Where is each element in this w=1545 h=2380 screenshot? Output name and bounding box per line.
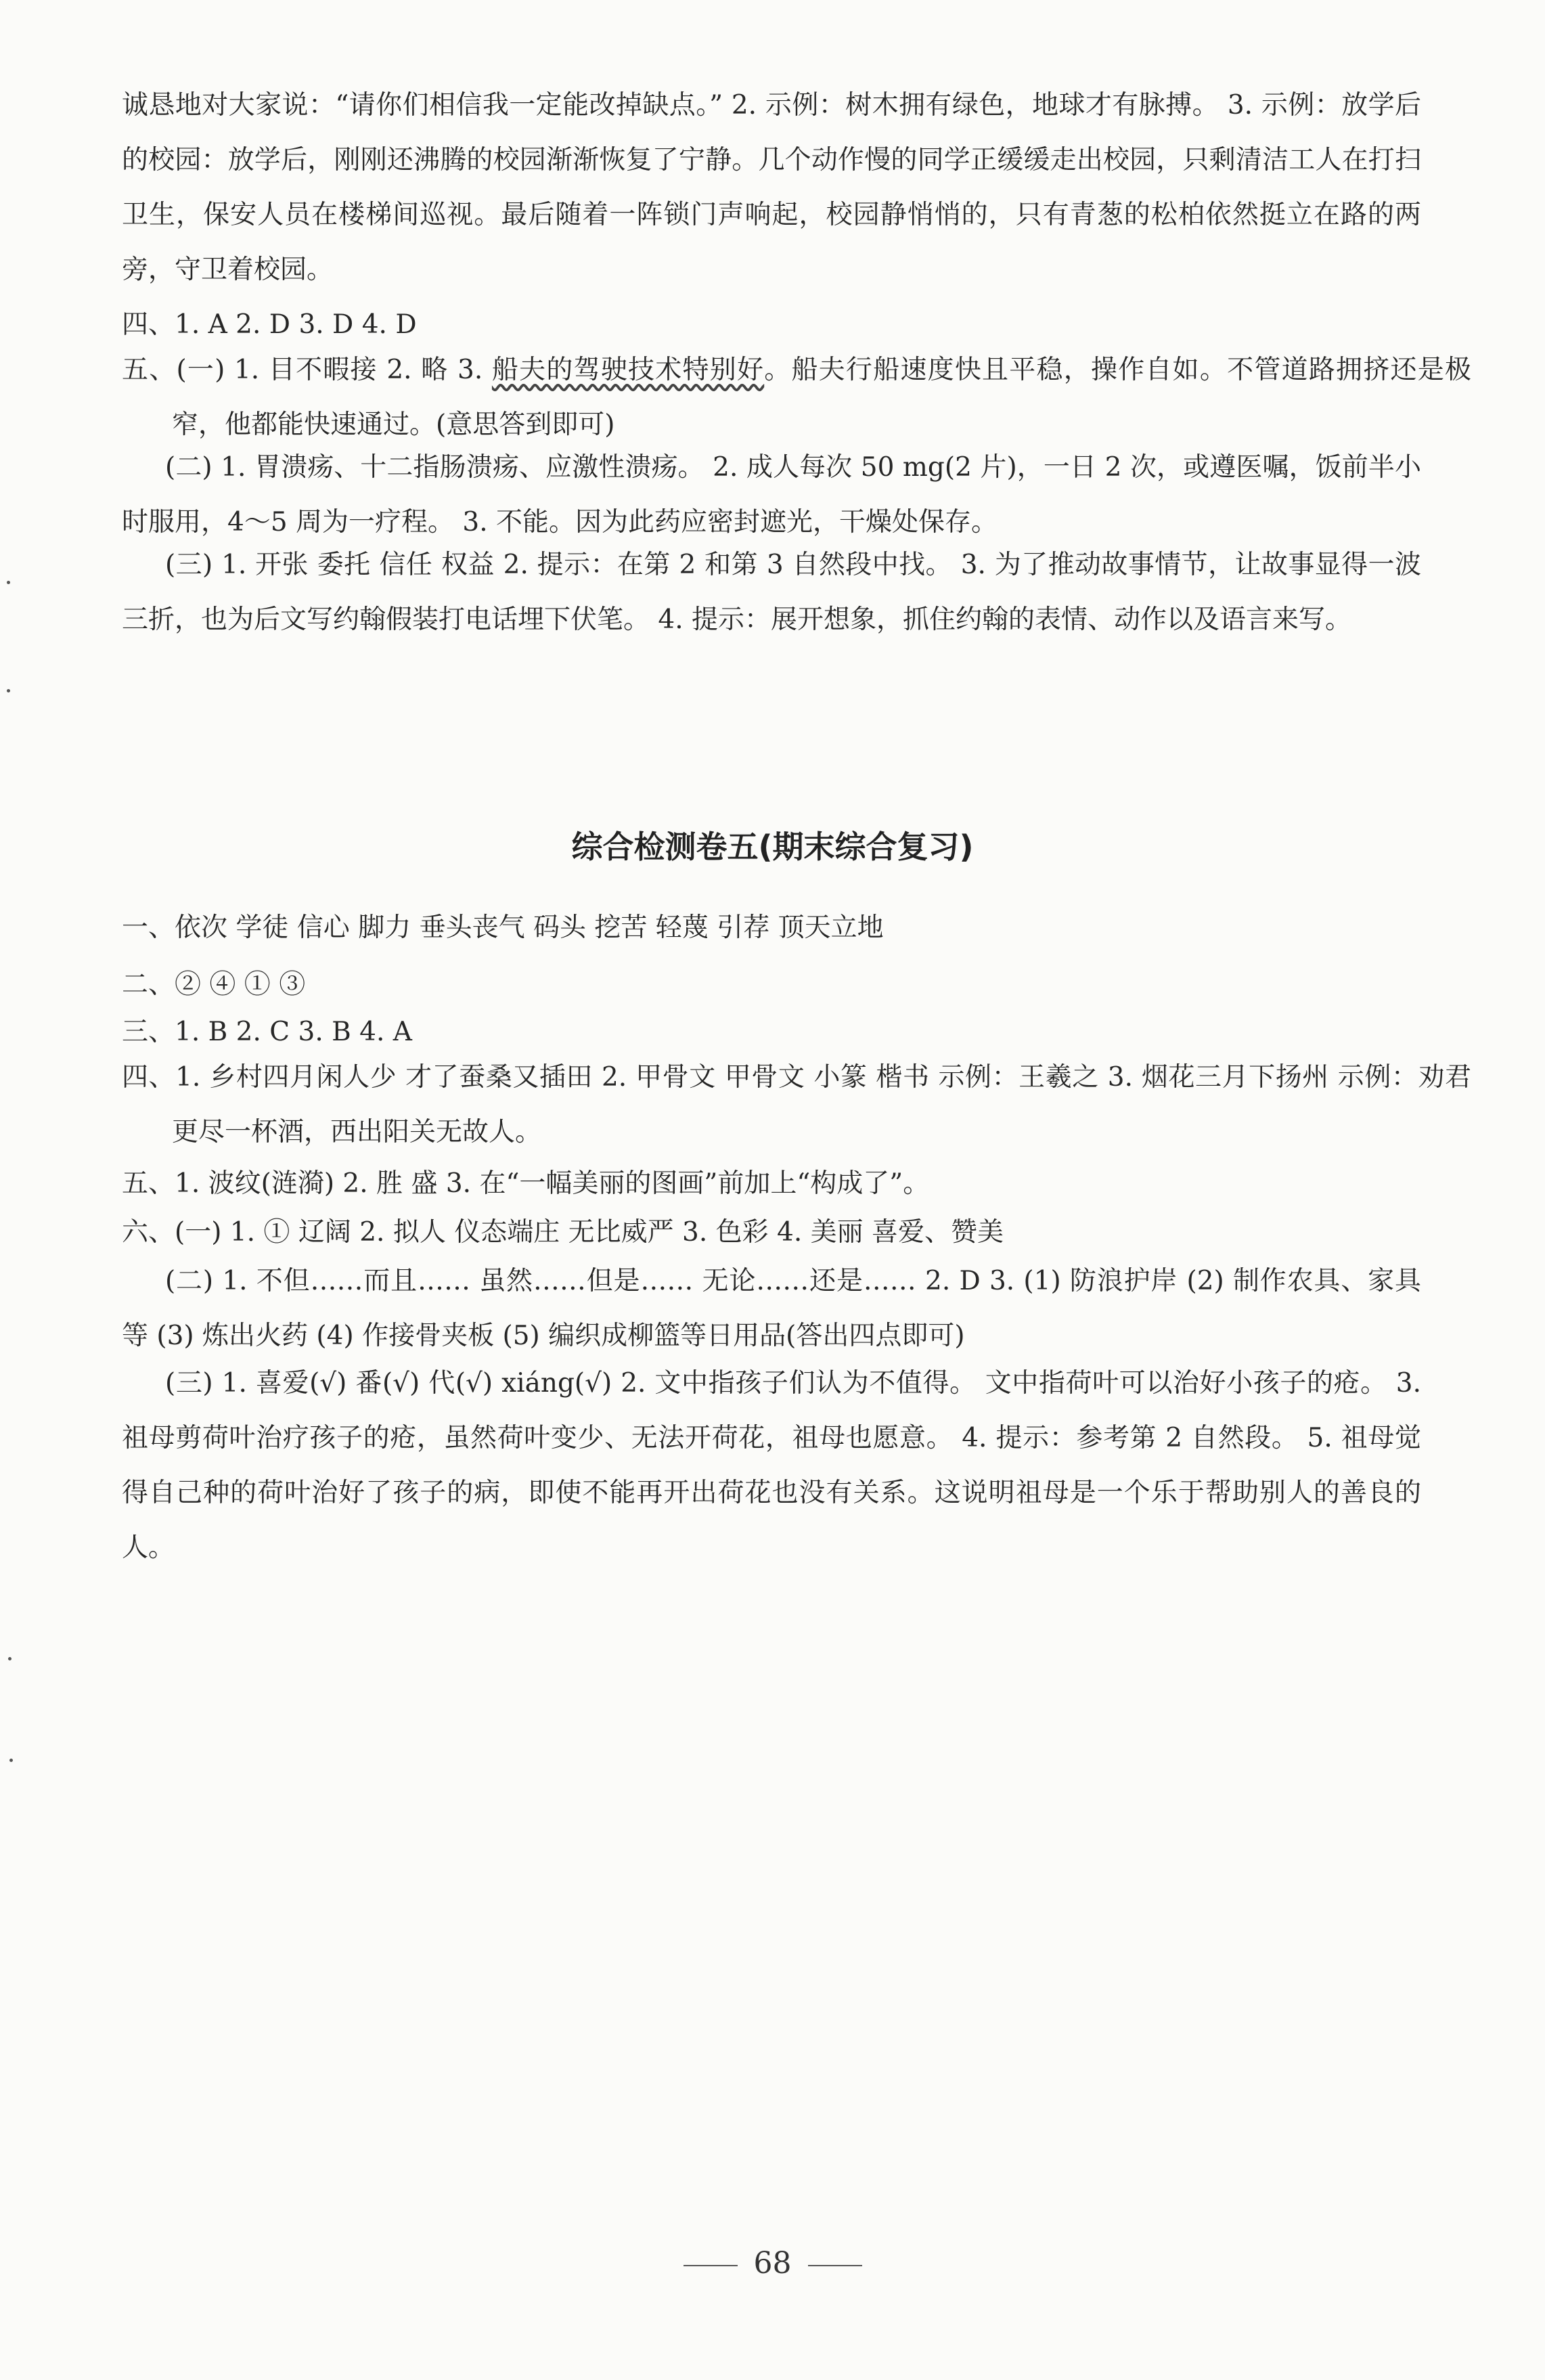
scan-speck [9,1759,13,1762]
wavy-underlined-answer: 船夫的驾驶技术特别好 [491,355,765,385]
answer-line-wu-1: 五、(一) 1. 目不暇接 2. 略 3. 船夫的驾驶技术特别好。船夫行船速度快且平稳，操作自如。不管道路拥挤还是极窄，他都能快速通过。(意思答到即可) [122,355,1471,440]
section-title: 综合检测卷五(期末综合复习) [571,829,974,865]
page-number: 68 [0,2246,1545,2280]
answer-line-liu-2: (二) 1. 不但……而且…… 虽然……但是…… 无论……还是…… 2. D 3. (1) 防浪护岸 (2) 制作农具、家具等 (3) 炼出火药 (4) 作接骨夹板 (5) 编织成柳篮等日用品(答出四点即可) [122,1266,1421,1351]
answer-line-si: 四、1. A 2. D 3. D 4. D [122,309,417,340]
scan-speck [7,689,10,692]
dash-decoration [684,2265,738,2266]
answer-line-si-2: 四、1. 乡村四月闲人少 才了蚕桑又插田 2. 甲骨文 甲骨文 小篆 楷书 示例：王羲之 3. 烟花三月下扬州 示例：劝君更尽一杯酒，西出阳关无故人。 [122,1062,1471,1147]
answer-paragraph-continued: 诚恳地对大家说：“请你们相信我一定能改掉缺点。” 2. 示例：树木拥有绿色，地球才有脉搏。 3. 示例：放学后的校园：放学后，刚刚还沸腾的校园渐渐恢复了宁静。几个动作慢的同学正缓缓走出校园，只剩清洁工人在打扫卫生，保安人员在楼梯间巡视。最后随着一阵锁门声响起，校园静悄悄的，只有青葱的松柏依然挺立在路的两旁，守卫着校园。 [122,90,1421,285]
answer-line-wu-2: (二) 1. 胃溃疡、十二指肠溃疡、应激性溃疡。 2. 成人每次 50 mg(2 片)，一日 2 次，或遵医嘱，饭前半小时服用，4～5 周为一疗程。 3. 不能。因为此药应密封遮光，干燥处保存。 [122,452,1421,537]
answer-line-yi: 一、依次 学徒 信心 脚力 垂头丧气 码头 挖苦 轻蔑 引荐 顶天立地 [122,912,884,943]
scan-speck [8,1657,12,1660]
answer-line-liu-3: (三) 1. 喜爱(√) 番(√) 代(√) xiáng(√) 2. 文中指孩子们认为不值得。 文中指荷叶可以治好小孩子的疮。 3. 祖母剪荷叶治疗孩子的疮，虽然荷叶变少、无法开荷花，祖母也愿意。 4. 提示：参考第 2 自然段。 5. 祖母觉得自己种的荷叶治好了孩子的病，即使不能再开出荷花也没有关系。这说明祖母是一个乐于帮助别人的善良的人。 [122,1368,1421,1563]
answer-line-er: 二、② ④ ① ③ [122,969,306,1000]
answer-line-san: 三、1. B 2. C 3. B 4. A [122,1017,412,1047]
dash-decoration [808,2265,862,2266]
answer-line-wu-2-section: 五、1. 波纹(涟漪) 2. 胜 盛 3. 在“一幅美丽的图画”前加上“构成了”。 [122,1168,930,1199]
scan-speck [7,581,10,584]
answer-line-liu-1: 六、(一) 1. ① 辽阔 2. 拟人 仪态端庄 无比威严 3. 色彩 4. 美丽 喜爱、赞美 [122,1217,1004,1248]
answer-line-wu-3: (三) 1. 开张 委托 信任 权益 2. 提示：在第 2 和第 3 自然段中找。 3. 为了推动故事情节，让故事显得一波三折，也为后文写约翰假装打电话埋下伏笔。 4. 提示：展开想象，抓住约翰的表情、动作以及语言来写。 [122,550,1421,635]
